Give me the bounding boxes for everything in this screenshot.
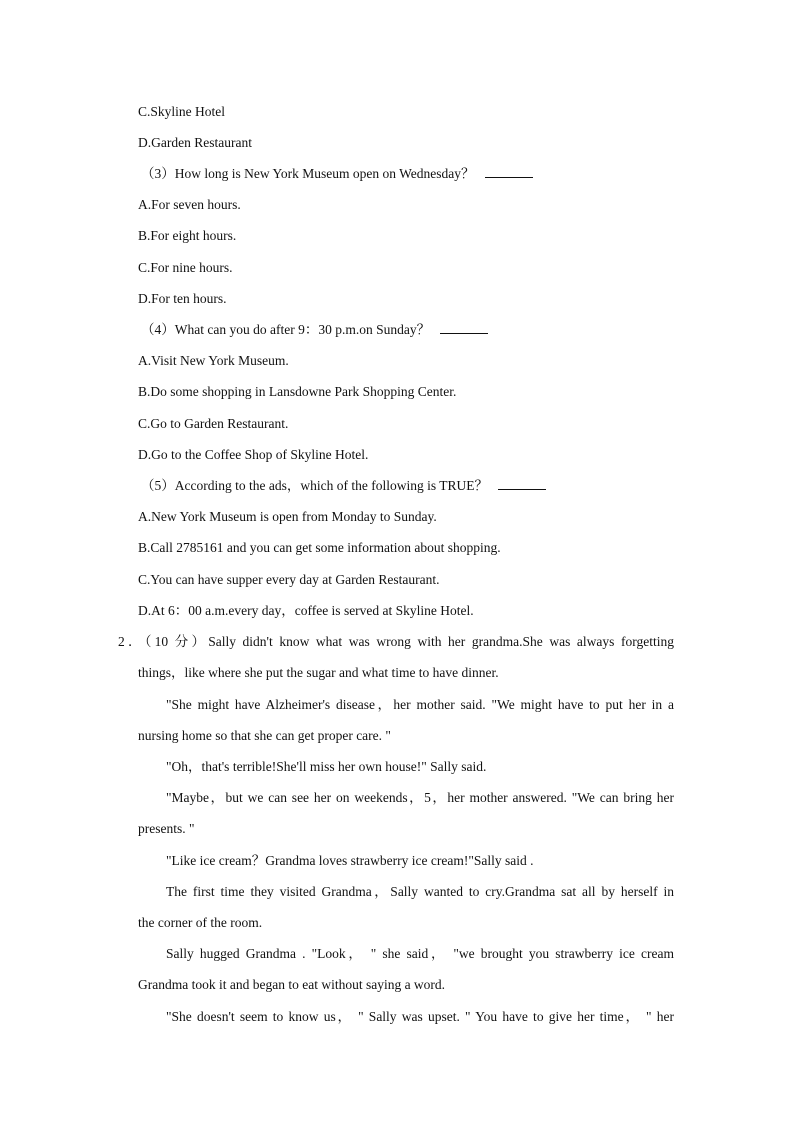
option-a: A.Visit New York Museum.: [138, 353, 289, 368]
question-3: [141, 165, 533, 183]
passage-line: the corner of the room.: [138, 915, 263, 930]
passage-line: Grandma took it and began to eat without saying a word.: [138, 977, 446, 992]
answer-blank: [485, 165, 533, 178]
passage-line: things，like where she put the sugar and what time to have dinner.: [138, 665, 499, 680]
passage-line: "She might have Alzheimer's disease，her mother said. "We might have to put her in a: [166, 697, 674, 712]
option-d: D.For ten hours.: [138, 291, 227, 306]
option-c: C.You can have supper every day at Garden Restaurant.: [138, 572, 440, 587]
question-5: [141, 477, 546, 495]
passage-line: "She doesn't seem to know us， " Sally was upset. " You have to give her time， " her: [166, 1009, 674, 1024]
passage-line: presents. ": [138, 821, 195, 836]
passage-line: "Maybe，but we can see her on weekends，5，her mother answered. "We can bring her: [166, 790, 674, 805]
answer-blank: [440, 321, 488, 334]
question-4: [141, 321, 488, 339]
option-c: C.Go to Garden Restaurant.: [138, 416, 289, 431]
passage-line: "Oh，that's terrible!She'll miss her own house!" Sally said.: [166, 759, 487, 774]
option-b: B.Do some shopping in Lansdowne Park Shopping Center.: [138, 384, 457, 399]
question-3-stem: （3）How long is New York Museum open on Wednesday？: [141, 166, 475, 181]
option-d: D.At 6：00 a.m.every day，coffee is served at Skyline Hotel.: [138, 603, 474, 618]
option-a: A.New York Museum is open from Monday to Sunday.: [138, 509, 437, 524]
option-b: B.Call 2785161 and you can get some information about shopping.: [138, 540, 501, 555]
passage-line: nursing home so that she can get proper care. ": [138, 728, 391, 743]
passage-line: Sally hugged Grandma . "Look， " she said， "we brought you strawberry ice cream: [166, 946, 674, 961]
option-a: A.For seven hours.: [138, 197, 241, 212]
option-d: D.Garden Restaurant: [138, 135, 252, 150]
question-4-stem: （4）What can you do after 9：30 p.m.on Sunday？: [141, 322, 431, 337]
option-d: D.Go to the Coffee Shop of Skyline Hotel.: [138, 447, 369, 462]
answer-blank: [498, 477, 546, 490]
option-c: C.For nine hours.: [138, 260, 233, 275]
passage-question-header: 2．（10 分）Sally didn't know what was wrong with her grandma.She was always forgetting: [118, 634, 674, 649]
passage-line: "Like ice cream？Grandma loves strawberry ice cream!"Sally said .: [166, 853, 534, 868]
option-c: C.Skyline Hotel: [138, 104, 225, 119]
option-b: B.For eight hours.: [138, 228, 237, 243]
passage-line: The first time they visited Grandma，Sally wanted to cry.Grandma sat all by herself in: [166, 884, 674, 899]
question-5-stem: （5）According to the ads，which of the following is TRUE？: [141, 478, 488, 493]
